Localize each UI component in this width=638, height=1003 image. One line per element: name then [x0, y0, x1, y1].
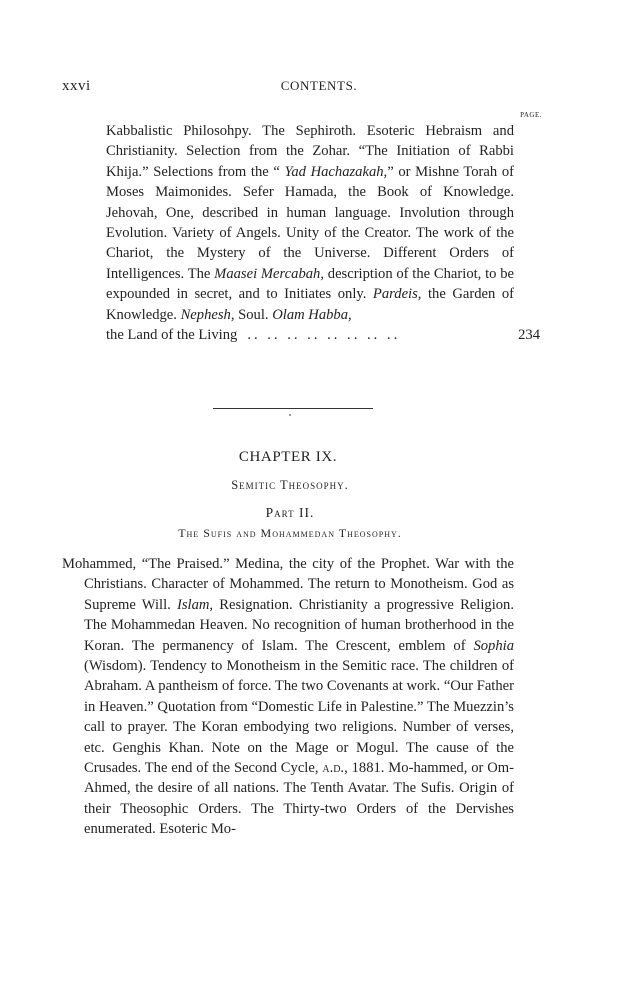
entry-small-caps: a.d. — [322, 760, 345, 777]
running-title: CONTENTS. — [280, 78, 358, 93]
entry-last-line — [106, 325, 540, 345]
entry-paragraph — [62, 554, 514, 840]
entry-text: Soul. — [234, 306, 273, 323]
contents-entry-kabbalistic — [106, 121, 540, 345]
entry-text: , 1881. Mo-hammed, or Om-Ahmed, the desire of all nations. The Tenth Avatar. The Sufis. Origin of their Theosophic Orders. The Thirty-two Orders of the Dervishes enumerated. Esoteric Mo- — [84, 760, 514, 838]
page-column-label: PAGE. — [520, 111, 542, 119]
entry-text: ” or Mishne Torah of Moses Maimonides. Sefer Hamada, the Book of Knowledge. Jehovah, One, described in human language. Involution through Evolution. Variety of Angels. Unity of the Creator. The work of the Chariot, the Mystery of the Universe. Different Orders of Intelligences. The — [106, 163, 514, 282]
entry-text: description of the Chariot, to be expounded in secret, and to Initiates only. — [106, 265, 514, 303]
entry-last-text: the Land of the Living — [106, 327, 238, 344]
entry-italic-term: Maasei Mercabah, — [214, 265, 324, 282]
entry-italic-term: Sophia — [473, 637, 514, 654]
page-number-roman: xxvi — [62, 78, 91, 94]
divider-dot — [289, 414, 291, 416]
entry-page-number: 234 — [518, 327, 540, 344]
entry-text: Resignation. Christianity a progressive Religion. The Mohammedan Heaven. No recognition of human brotherhood in the Koran. The permanency of Islam. The Crescent, emblem of — [84, 596, 514, 654]
section-title: The Sufis and Mohammedan Theosophy. — [178, 526, 402, 540]
entry-text: Mohammed, “The Praised.” Medina, the city of the Prophet. War with the Christians. Character of Mohammed. The return to Monotheism. God as Supreme Will. — [62, 556, 514, 613]
leader-dots: .. .. .. .. .. .. .. .. — [247, 327, 401, 344]
entry-italic-term: Nephesh, — [180, 306, 235, 323]
entry-italic-term: Yad Hachazakah, — [284, 163, 388, 180]
entry-italic-term: Olam Habba, — [272, 306, 352, 323]
entry-text: the Garden of Knowledge. — [106, 286, 514, 323]
entry-italic-term: Islam, — [177, 596, 214, 613]
section-divider — [213, 408, 373, 409]
chapter-subtitle: Semitic Theosophy. — [231, 478, 349, 492]
entry-text: Kabbalistic Philosohpy. The Sephiroth. Esoteric Hebraism and Christianity. Selection from the Zohar. “The Initiation of Rabbi Khija.” Selections from the “ — [106, 123, 514, 180]
entry-text: (Wisdom). Tendency to Monotheism in the Semitic race. The children of Abraham. A pantheism of force. The two Covenants at work. “Our Father in Heaven.” Quotation from “Domestic Life in Palestine.” The Muezzin’s call to prayer. The Koran embodying two religions. Number of verses, etc. Genghis Khan. Note on the Mage or Mogul. The cause of the Crusades. The end of the Second Cycle, — [84, 658, 514, 777]
contents-entry-mohammed — [62, 554, 514, 840]
part-title: Part II. — [265, 505, 315, 520]
entry-italic-term: Pardeis, — [372, 286, 422, 303]
chapter-title: CHAPTER IX. — [238, 449, 338, 465]
